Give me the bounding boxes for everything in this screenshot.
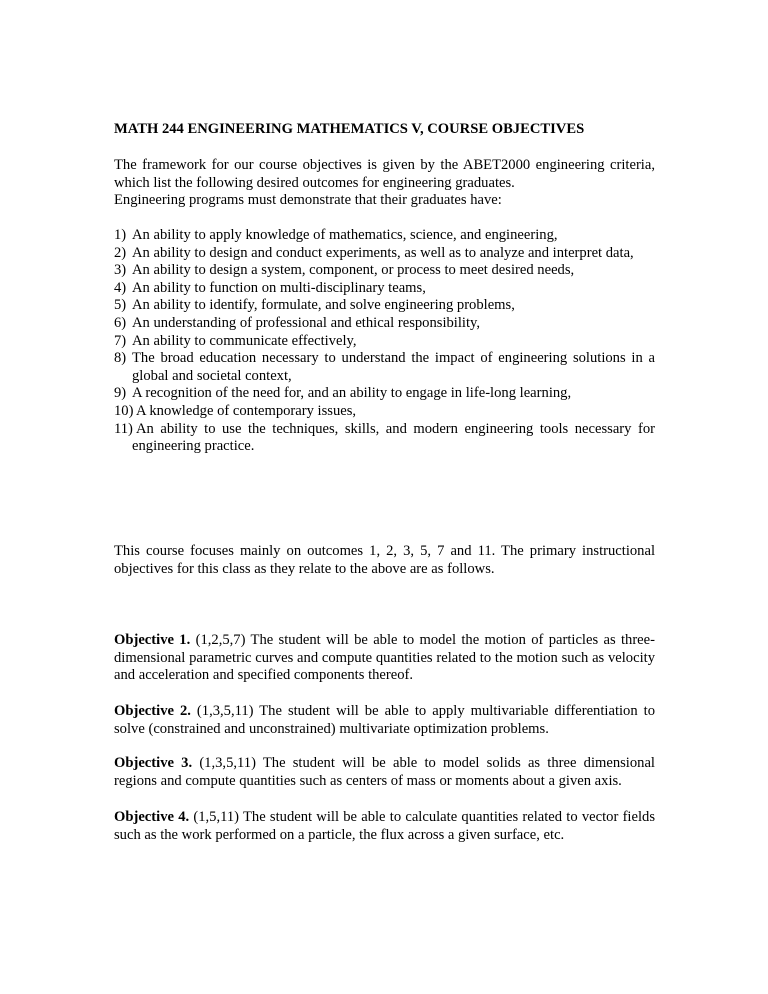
objective-text: (1,5,11) The student will be able to calculate quantities related to vector fields such as the work performed on a particle, the flux across a given surface, etc. <box>114 809 655 843</box>
outcome-text: An ability to design and conduct experiments, as well as to analyze and interpret data, <box>132 244 634 261</box>
objective-text: (1,3,5,11) The student will be able to apply multivariable differentiation to solve (constrained and unconstrained) multivariate optimization problems. <box>114 703 655 737</box>
outcome-text: An ability to communicate effectively, <box>132 332 357 349</box>
objective-text: (1,2,5,7) The student will be able to model the motion of particles as three-dimensional parametric curves and compute quantities related to the motion such as velocity and acceleration and specified components thereof. <box>114 632 655 684</box>
outcome-item <box>114 403 655 421</box>
outcome-item <box>114 227 655 245</box>
objective-paragraph <box>114 809 655 844</box>
outcome-number: 8) <box>114 350 127 367</box>
objective-paragraph <box>114 703 655 738</box>
intro-paragraph <box>114 157 655 210</box>
outcome-text: An ability to use the techniques, skills, and modern engineering tools necessary for engineering practice. <box>132 420 655 455</box>
intro-line-2: Engineering programs must demonstrate that their graduates have: <box>114 192 502 209</box>
outcome-item <box>114 245 655 263</box>
outcome-number: 2) <box>114 244 127 261</box>
outcome-number: 3) <box>114 262 127 279</box>
objective-label: Objective 3. <box>114 755 193 771</box>
outcome-text: An understanding of professional and ethical responsibility, <box>132 314 481 331</box>
objective-text: (1,3,5,11) The student will be able to model solids as three dimensional regions and compute quantities such as centers of mass or moments about a given axis. <box>114 755 655 789</box>
intro-line-1: The framework for our course objectives is given by the ABET2000 engineering criteria, which list the following desired outcomes for engineering graduates. <box>114 157 655 191</box>
outcome-item <box>114 350 655 385</box>
outcome-item <box>114 333 655 351</box>
outcome-number: 11) <box>114 420 133 437</box>
outcome-number: 7) <box>114 332 127 349</box>
outcome-item <box>114 280 655 298</box>
objective-paragraph <box>114 755 655 790</box>
outcome-number: 1) <box>114 227 127 243</box>
outcome-number: 9) <box>114 385 127 402</box>
outcomes-list <box>114 227 655 456</box>
outcome-item <box>114 421 655 456</box>
outcome-text: An ability to function on multi-disciplinary teams, <box>132 279 426 296</box>
outcome-number: 5) <box>114 297 127 314</box>
objective-paragraph <box>114 632 655 685</box>
document-title: MATH 244 ENGINEERING MATHEMATICS V, COURSE OBJECTIVES <box>114 121 585 137</box>
objective-label: Objective 2. <box>114 703 191 719</box>
objective-label: Objective 1. <box>114 632 191 648</box>
objective-label: Objective 4. <box>114 809 190 825</box>
outcome-number: 4) <box>114 279 127 296</box>
outcome-text: A recognition of the need for, and an ability to engage in life-long learning, <box>132 385 572 402</box>
outcome-text: A knowledge of contemporary issues, <box>136 402 357 419</box>
outcome-text: An ability to apply knowledge of mathematics, science, and engineering, <box>132 227 558 243</box>
outcome-text: An ability to identify, formulate, and solve engineering problems, <box>132 297 515 314</box>
outcome-item <box>114 315 655 333</box>
focus-paragraph: This course focuses mainly on outcomes 1, 2, 3, 5, 7 and 11. The primary instructional objectives for this class as they relate to the above are as follows. <box>114 543 655 577</box>
outcome-number: 6) <box>114 314 127 331</box>
outcome-number: 10) <box>114 402 134 419</box>
outcome-text: The broad education necessary to understand the impact of engineering solutions in a global and societal context, <box>132 350 655 384</box>
outcome-item <box>114 297 655 315</box>
outcome-text: An ability to design a system, component, or process to meet desired needs, <box>132 262 575 279</box>
outcome-item <box>114 385 655 403</box>
outcome-item <box>114 262 655 280</box>
